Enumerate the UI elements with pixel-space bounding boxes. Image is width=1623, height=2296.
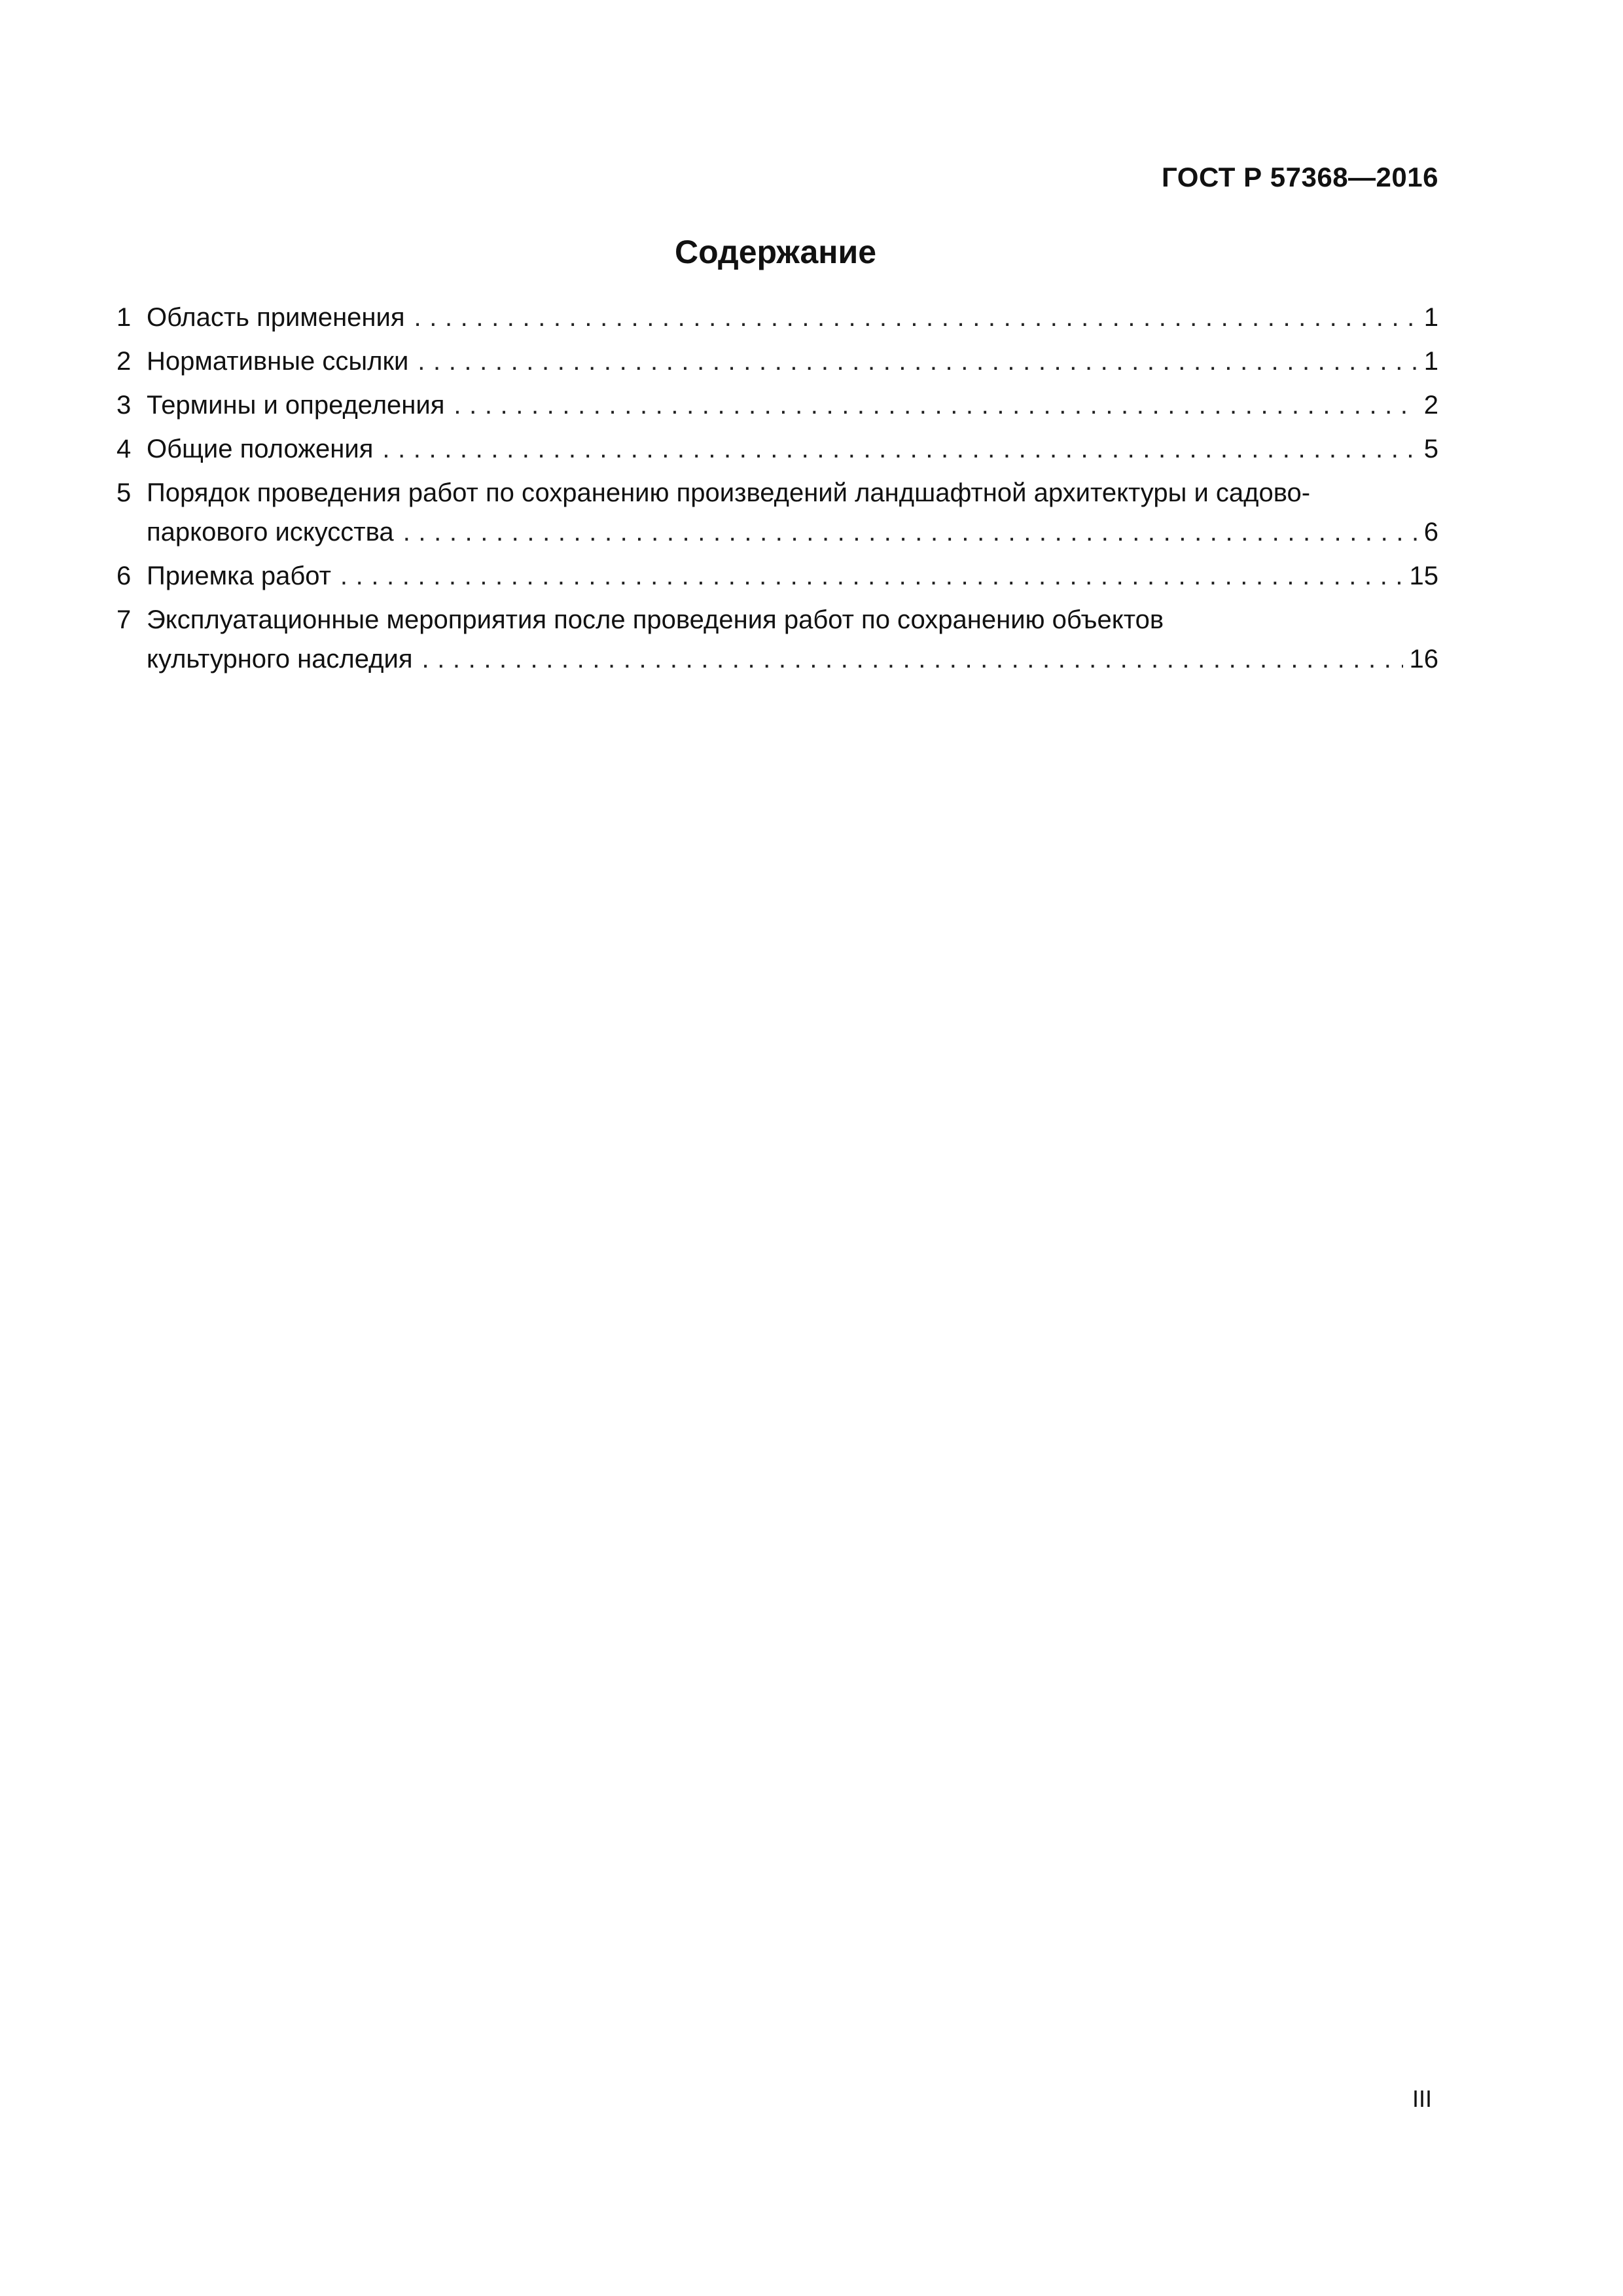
toc-entry-number: 3 (116, 391, 132, 420)
toc-entry-label-line: Эксплуатационные мероприятия после проведения работ по сохранению объектов (147, 605, 1164, 634)
toc-entry-page: 5 (1423, 435, 1438, 463)
dot-leader (454, 386, 1417, 425)
dot-leader (414, 298, 1418, 337)
toc-entry-5[interactable] (113, 473, 1438, 552)
toc-entry-label: Приемка работ (147, 562, 331, 590)
toc-entry-label: Нормативные ссылки (147, 347, 409, 376)
toc-entry-number: 7 (116, 605, 132, 634)
toc-entry-1[interactable] (113, 298, 1438, 337)
toc-entry-page: 1 (1423, 303, 1438, 332)
toc-entry-number: 4 (116, 435, 132, 463)
dot-leader (340, 556, 1403, 596)
toc-entry-number: 2 (116, 347, 132, 376)
toc-entry-page: 1 (1423, 347, 1438, 376)
toc-entry-number: 1 (116, 303, 132, 332)
toc-entry-7[interactable] (113, 600, 1438, 679)
dot-leader (418, 342, 1417, 381)
toc-entry-label: паркового искусства (147, 518, 394, 547)
toc-entry-page: 16 (1409, 645, 1438, 673)
table-of-contents (113, 298, 1438, 683)
toc-entry-6[interactable] (113, 556, 1438, 596)
toc-entry-4[interactable] (113, 429, 1438, 469)
toc-entry-label: культурного наследия (147, 645, 413, 673)
toc-entry-number: 5 (116, 478, 132, 507)
toc-entry-label: Термины и определения (147, 391, 445, 420)
dot-leader (403, 512, 1418, 552)
toc-entry-label: Общие положения (147, 435, 374, 463)
page-title: Содержание (674, 234, 877, 270)
dot-leader (382, 429, 1417, 469)
document-code: ГОСТ Р 57368—2016 (1162, 162, 1438, 192)
dot-leader (421, 639, 1402, 679)
page-number: III (1412, 2085, 1432, 2112)
toc-entry-page: 15 (1409, 562, 1438, 590)
toc-entry-2[interactable] (113, 342, 1438, 381)
toc-entry-page: 6 (1423, 518, 1438, 547)
toc-entry-number: 6 (116, 562, 132, 590)
toc-entry-label: Область применения (147, 303, 405, 332)
toc-entry-label-line: Порядок проведения работ по сохранению произведений ландшафтной архитектуры и садово- (147, 478, 1311, 507)
toc-entry-page: 2 (1423, 391, 1438, 420)
toc-entry-3[interactable] (113, 386, 1438, 425)
